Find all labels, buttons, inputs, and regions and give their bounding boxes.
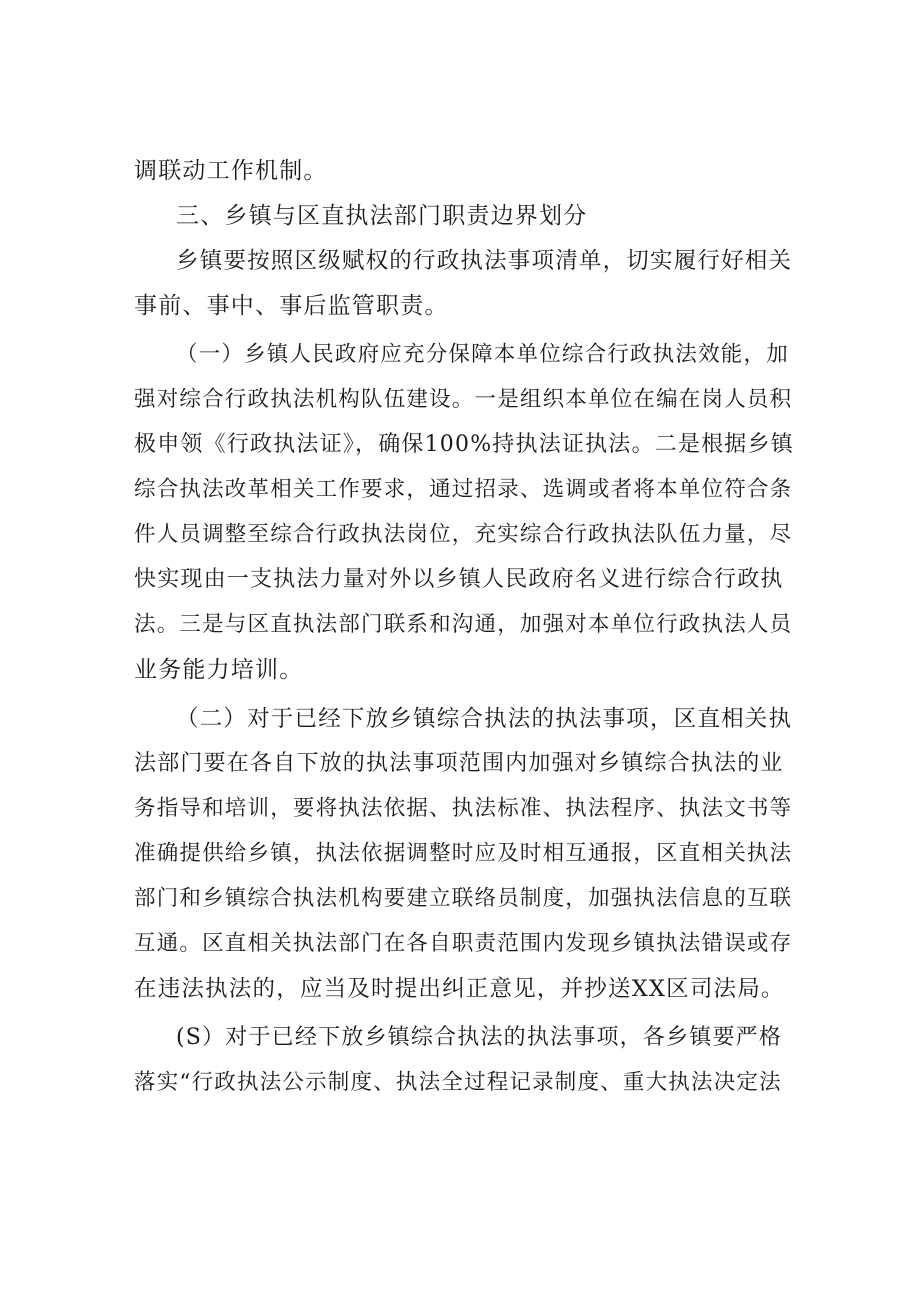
text-line: 务指导和培训，要将执法依据、执法标准、执法程序、执法文书等	[134, 796, 793, 821]
text-line: 准确提供给乡镇，执法依据调整时应及时相互通报，区直相关执法	[134, 841, 793, 866]
text-line: 法。三是与区直执法部门联系和沟通，加强对本单位行政执法人员	[134, 612, 793, 637]
text-line: 强对综合行政执法机构队伍建设。一是组织本单位在编在岗人员积	[134, 387, 793, 412]
text-line: 互通。区直相关执法部门在各自职责范围内发现乡镇执法错误或存	[134, 931, 793, 956]
text-line: 综合执法改革相关工作要求，通过招录、选调或者将本单位符合条	[134, 477, 793, 502]
text-line: 法部门要在各自下放的执法事项范围内加强对乡镇综合执法的业	[134, 751, 784, 776]
text-line: 部门和乡镇综合执法机构要建立联络员制度，加强执法信息的互联	[134, 886, 793, 911]
text-line: 件人员调整至综合行政执法岗位，充实综合行政执法队伍力量，尽	[134, 522, 793, 547]
text-line: 乡镇要按照区级赋权的行政执法事项清单，切实履行好相关	[176, 248, 793, 274]
text-line: 极申领《行政执法证》，确保100%持执法证执法。二是根据乡镇	[134, 432, 794, 457]
section-heading: 三、乡镇与区直执法部门职责边界划分	[176, 203, 588, 229]
text-line: （一）乡镇人民政府应充分保障本单位综合行政执法效能，加	[176, 342, 789, 367]
text-line: 事前、事中、事后监管职责。	[134, 293, 449, 319]
text-line: 落实“行政执法公示制度、执法全过程记录制度、重大执法决定法	[134, 1070, 782, 1095]
text-line: 业务能力培训。	[134, 657, 304, 683]
text-line: 调联动工作机制。	[134, 158, 328, 184]
text-line: 在违法执法的，应当及时提出纠正意见，并抄送XX区司法局。	[134, 976, 785, 1002]
text-line: (S）对于已经下放乡镇综合执法的执法事项，各乡镇要严格	[176, 1025, 783, 1050]
text-line: （二）对于已经下放乡镇综合执法的执法事项，区直相关执	[176, 706, 793, 732]
text-line: 快实现由一支执法力量对外以乡镇人民政府名义进行综合行政执	[134, 567, 784, 592]
